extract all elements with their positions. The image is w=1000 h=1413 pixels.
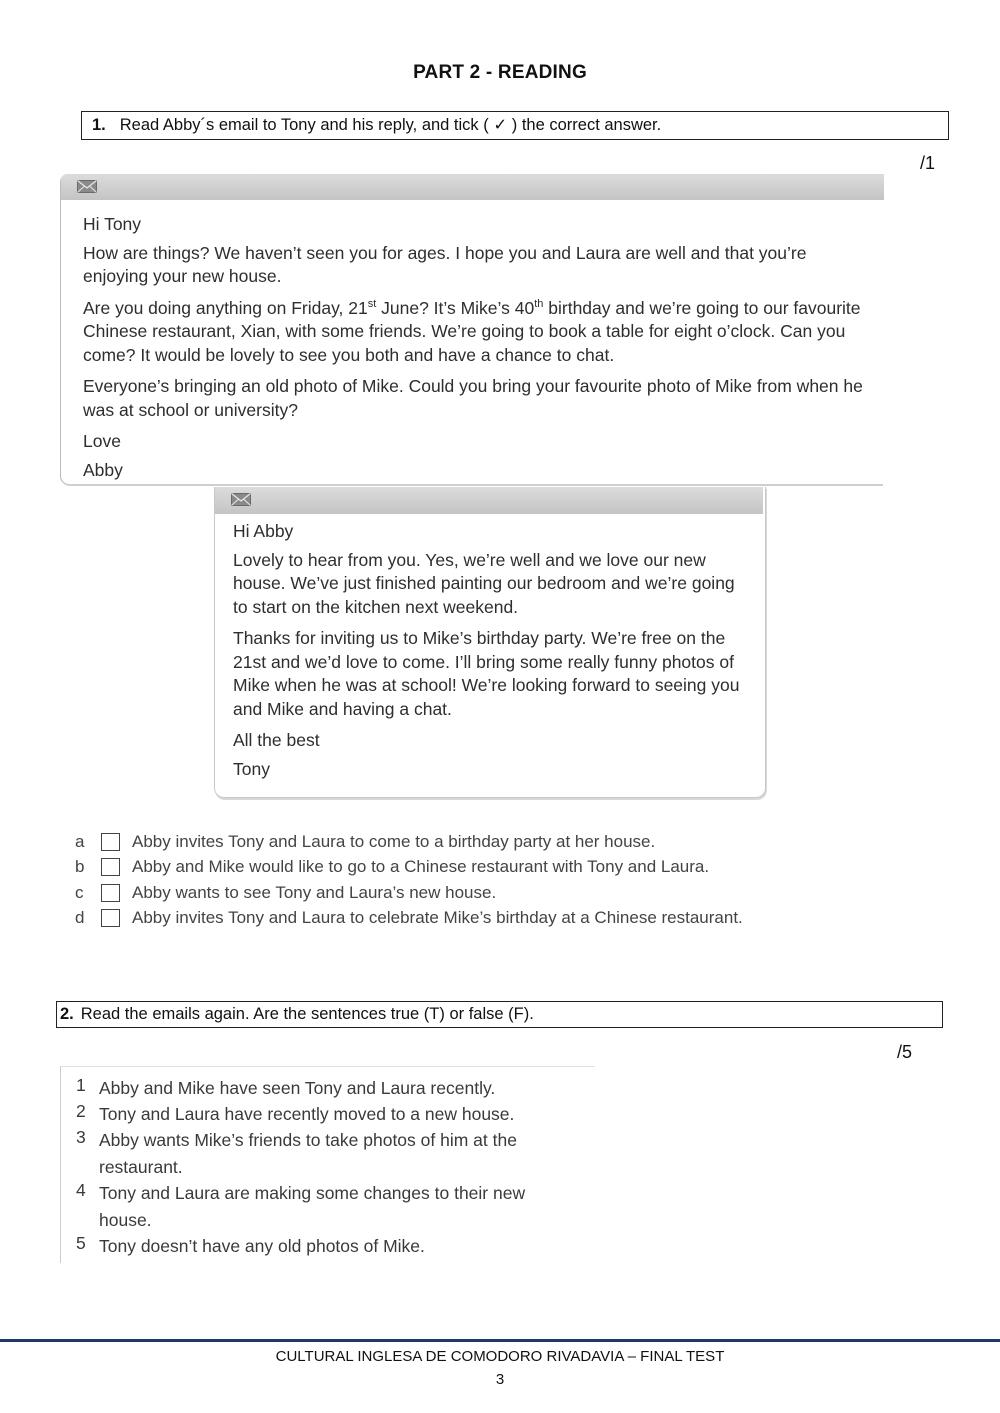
email-abby-paragraph-3: Everyone’s bringing an old photo of Mike. Could you bring your favourite photo of Mike from when he was at school or university? (83, 376, 863, 420)
email-tony-paragraph-2: Thanks for inviting us to Mike’s birthday party. We’re free on the 21st and we’d love to come. I’ll bring some really funny photos of Mike when he was at school! We’re looking forward to seeing you and Mike and having a chat. (233, 628, 740, 719)
footer-divider (0, 1339, 1000, 1342)
sentence-text: Tony doesn’t have any old photos of Mike. (99, 1236, 425, 1256)
email-tony (214, 487, 766, 798)
option-text: Abby invites Tony and Laura to celebrate Mike’s birthday at a Chinese restaurant. (132, 908, 743, 927)
exercise1-instruction: Read Abby´s email to Tony and his reply, and tick ( ✓ ) the correct answer. (119, 116, 662, 134)
sentence-number: 1 (76, 1075, 86, 1095)
email-tony-signature: Tony (233, 758, 270, 779)
sentence-text: Tony and Laura are making some changes to their new house. (99, 1183, 526, 1230)
option-d-checkbox[interactable] (101, 909, 120, 927)
email-abby (60, 174, 883, 486)
email-tony-greeting: Hi Abby (233, 521, 294, 541)
email-tony-closing: All the best (233, 730, 320, 750)
email-header-bar (215, 487, 763, 514)
option-letter: b (75, 857, 85, 876)
option-c-checkbox[interactable] (101, 884, 120, 902)
email-abby-paragraph-1: How are things? We haven’t seen you for ages. I hope you and Laura are well and that you’re enjoying your new house. (83, 242, 807, 286)
exercise1-options (75, 831, 835, 941)
sentence-text: Tony and Laura have recently moved to a new house. (99, 1104, 515, 1124)
page-number: 3 (495, 1371, 505, 1388)
option-b-checkbox[interactable] (101, 858, 120, 876)
exercise2-number: 2. (60, 1005, 74, 1023)
exercise1-number: 1. (92, 116, 106, 134)
email-tony-paragraph-1: Lovely to hear from you. Yes, we’re well and we love our new house. We’ve just finished painting our bedroom and we’re going to start on the kitchen next weekend. (233, 549, 735, 617)
exercise2-instruction: Read the emails again. Are the sentences true (T) or false (F). (80, 1005, 534, 1023)
envelope-icon (77, 180, 97, 193)
footer (0, 1348, 1000, 1388)
exercise1-score: /1 (920, 153, 936, 173)
sentence-text: Abby wants Mike’s friends to take photos of him at the restaurant. (99, 1130, 517, 1177)
email-header-bar (61, 174, 884, 200)
option-letter: a (75, 832, 85, 851)
exercise2-sentences (76, 1075, 586, 1265)
option-letter: d (75, 908, 85, 927)
exercise1-instruction-box (81, 111, 949, 140)
option-text: Abby wants to see Tony and Laura’s new house. (132, 883, 497, 902)
email-abby-greeting: Hi Tony (83, 214, 142, 234)
email-abby-signature: Abby (83, 459, 123, 480)
sentence-number: 2 (76, 1101, 86, 1121)
option-a-checkbox[interactable] (101, 833, 120, 851)
exercise2-score: /5 (897, 1042, 913, 1062)
sentence-number: 5 (76, 1233, 86, 1253)
sentence-number: 3 (76, 1127, 86, 1147)
option-letter: c (75, 883, 84, 902)
envelope-icon (231, 493, 251, 506)
email-abby-paragraph-2: Are you doing anything on Friday, 21st June? It’s Mike’s 40th birthday and we’re going to our favourite Chinese restaurant, Xian, with some friends. We’re going to book a table for eight o’clock. Can you come? It would be lovely to see you both and have a chance to chat. (83, 297, 861, 365)
exercise2-instruction-box (56, 1001, 943, 1028)
option-text: Abby invites Tony and Laura to come to a birthday party at her house. (132, 832, 656, 851)
sentence-text: Abby and Mike have seen Tony and Laura recently. (99, 1078, 496, 1098)
option-text: Abby and Mike would like to go to a Chinese restaurant with Tony and Laura. (132, 857, 710, 876)
sentence-number: 4 (76, 1180, 86, 1200)
email-abby-closing: Love (83, 431, 121, 451)
page-title: PART 2 - READING (413, 62, 587, 83)
footer-text: CULTURAL INGLESA DE COMODORO RIVADAVIA – FINAL TEST (275, 1348, 725, 1365)
